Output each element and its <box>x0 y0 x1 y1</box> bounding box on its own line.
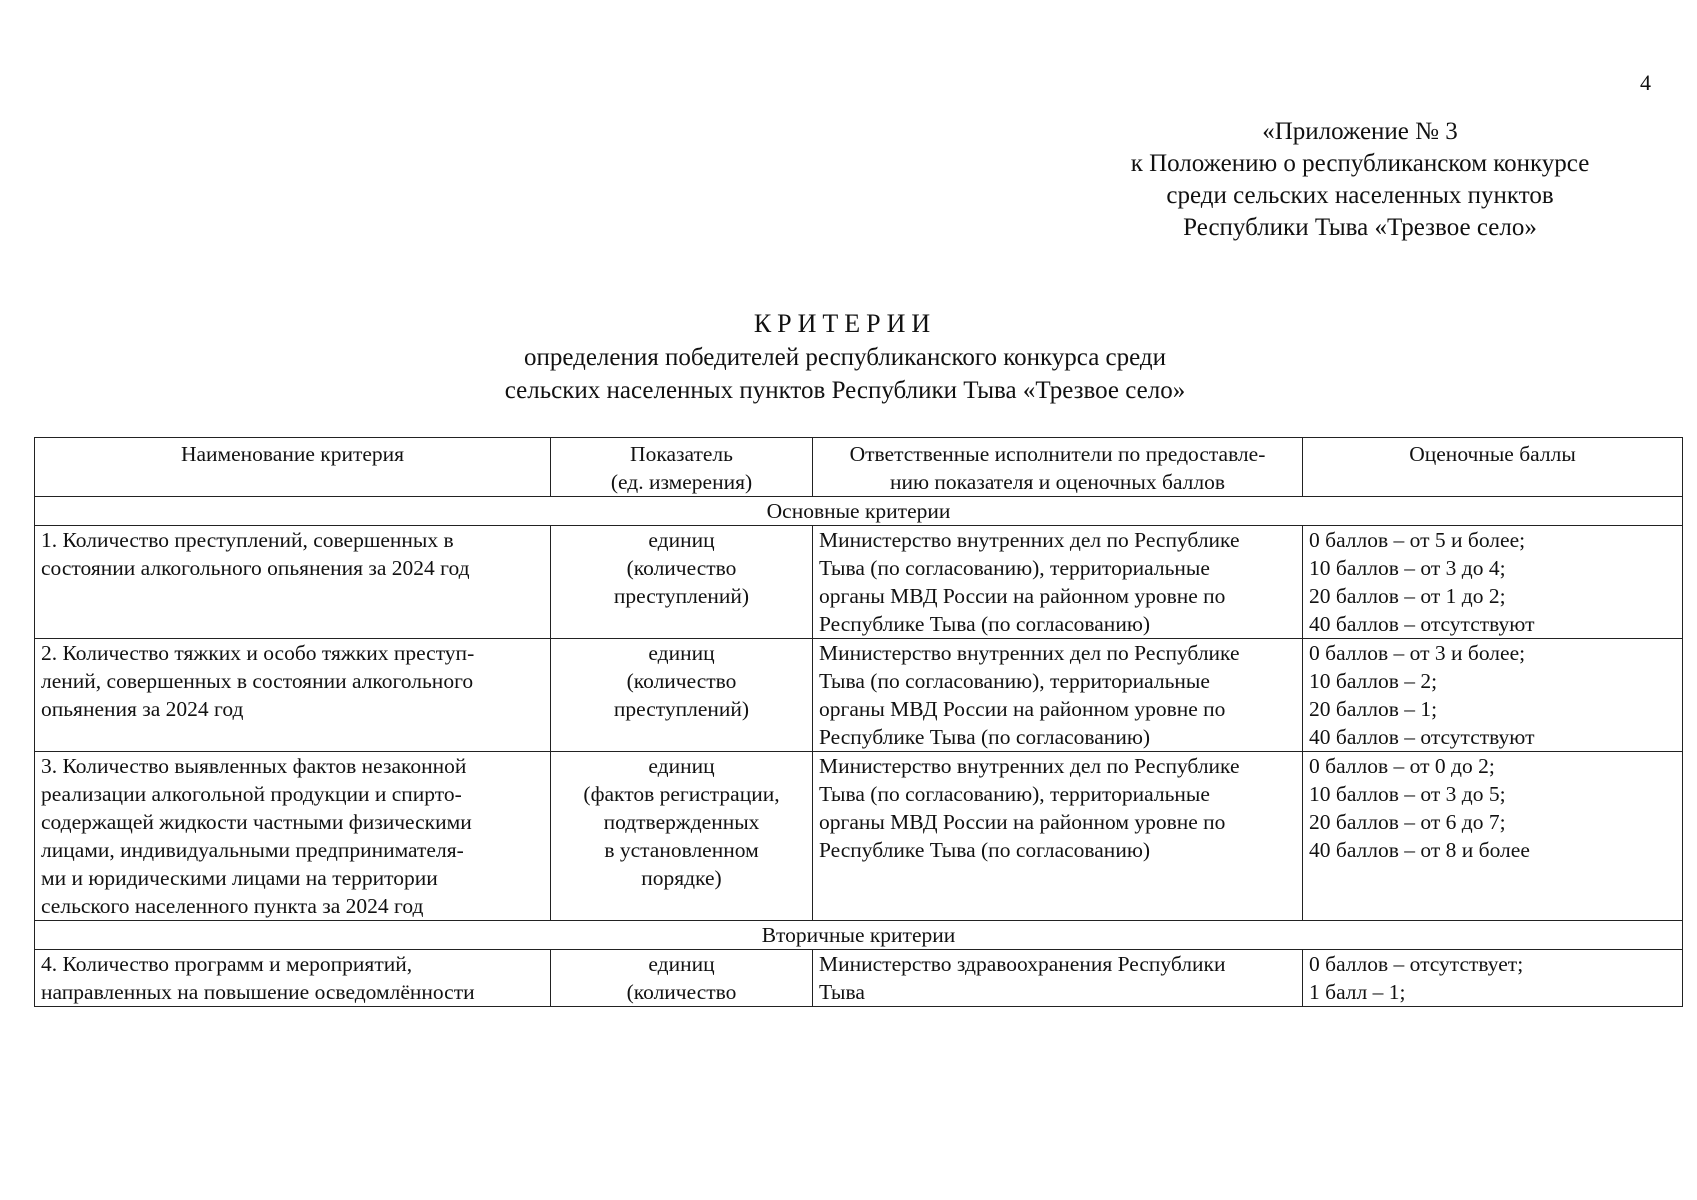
cell-line: 1 балл – 1; <box>1309 980 1406 1004</box>
cell-responsible <box>813 752 1303 921</box>
cell-line: преступлений) <box>613 697 750 721</box>
cell-line: 1. Количество преступлений, совершенных в <box>41 528 454 552</box>
cell-line: 10 баллов – от 3 до 5; <box>1309 782 1506 806</box>
cell-line: 0 баллов – отсутствует; <box>1309 952 1524 976</box>
cell-indicator <box>551 950 813 1007</box>
table-row <box>35 639 1683 752</box>
cell-line: Республике Тыва (по согласованию) <box>819 725 1151 749</box>
cell-line: 2. Количество тяжких и особо тяжких преступ- <box>41 641 475 665</box>
cell-indicator <box>551 639 813 752</box>
appendix-line: к Положению о республиканском конкурсе <box>1130 150 1590 177</box>
appendix-line: «Приложение № 3 <box>1262 118 1458 145</box>
cell-line: Министерство здравоохранения Республики <box>819 952 1226 976</box>
cell-line: направленных на повышение осведомлённости <box>41 980 475 1004</box>
cell-line: Тыва (по согласованию), территориальные <box>819 669 1210 693</box>
header-text: Ответственные исполнители по предоставле- <box>849 442 1266 466</box>
cell-line: 0 баллов – от 0 до 2; <box>1309 754 1495 778</box>
cell-line: 4. Количество программ и мероприятий, <box>41 952 413 976</box>
cell-line: подтвержденных <box>603 810 760 834</box>
cell-responsible <box>813 950 1303 1007</box>
cell-indicator <box>551 526 813 639</box>
cell-line: преступлений) <box>613 584 750 608</box>
cell-line: 10 баллов – от 3 до 4; <box>1309 556 1506 580</box>
cell-line: в установленном <box>604 838 759 862</box>
cell-responsible <box>813 526 1303 639</box>
cell-line: реализации алкогольной продукции и спирто- <box>41 782 462 806</box>
table-row <box>35 752 1683 921</box>
cell-line: содержащей жидкости частными физическими <box>41 810 472 834</box>
appendix-line: среди сельских населенных пунктов <box>1166 182 1554 209</box>
header-responsible <box>813 438 1303 497</box>
cell-line: 10 баллов – 2; <box>1309 669 1438 693</box>
cell-line: Республике Тыва (по согласованию) <box>819 612 1151 636</box>
cell-line: состоянии алкогольного опьянения за 2024 год <box>41 556 470 580</box>
cell-points <box>1303 526 1683 639</box>
page-number: 4 <box>1640 70 1651 95</box>
table-header-row <box>35 438 1683 497</box>
cell-line: Министерство внутренних дел по Республике <box>819 641 1240 665</box>
table-row <box>35 950 1683 1007</box>
cell-points <box>1303 752 1683 921</box>
cell-line: Тыва <box>819 980 865 1004</box>
document-title <box>35 307 1655 407</box>
cell-line: единиц <box>648 528 715 552</box>
cell-line: ми и юридическими лицами на территории <box>41 866 438 890</box>
cell-line: Тыва (по согласованию), территориальные <box>819 556 1210 580</box>
cell-line: Республике Тыва (по согласованию) <box>819 838 1151 862</box>
header-text: нию показателя и оценочных баллов <box>889 470 1226 494</box>
cell-line: лицами, индивидуальными предпринимателя- <box>41 838 464 862</box>
cell-line: единиц <box>648 641 715 665</box>
cell-line: 20 баллов – 1; <box>1309 697 1438 721</box>
cell-line: порядке) <box>641 866 722 890</box>
cell-criterion <box>35 526 551 639</box>
appendix-line: Республики Тыва «Трезвое село» <box>1183 214 1537 241</box>
title-subtitle-line: определения победителей республиканского конкурса среди <box>523 344 1167 371</box>
cell-line: 20 баллов – от 6 до 7; <box>1309 810 1506 834</box>
cell-line: Тыва (по согласованию), территориальные <box>819 782 1210 806</box>
header-text: Наименование критерия <box>180 442 405 466</box>
cell-line: единиц <box>648 952 715 976</box>
cell-line: 40 баллов – отсутствуют <box>1309 612 1535 636</box>
criteria-table <box>34 437 1683 1007</box>
cell-line: (фактов регистрации, <box>583 782 780 806</box>
title-main: КРИТЕРИИ <box>753 309 937 338</box>
header-criterion <box>35 438 551 497</box>
cell-line: 0 баллов – от 3 и более; <box>1309 641 1526 665</box>
header-text: Оценочные баллы <box>1409 442 1576 466</box>
cell-line: Министерство внутренних дел по Республике <box>819 528 1240 552</box>
cell-line: (количество <box>626 980 737 1004</box>
cell-line: единиц <box>648 754 715 778</box>
cell-line: (количество <box>626 669 737 693</box>
cell-line: органы МВД России на районном уровне по <box>819 697 1226 721</box>
cell-line: 40 баллов – отсутствуют <box>1309 725 1535 749</box>
header-indicator <box>551 438 813 497</box>
cell-line: опьянения за 2024 год <box>41 697 244 721</box>
cell-line: Министерство внутренних дел по Республике <box>819 754 1240 778</box>
header-points <box>1303 438 1683 497</box>
cell-line: 0 баллов – от 5 и более; <box>1309 528 1526 552</box>
cell-line: лений, совершенных в состоянии алкогольного <box>41 669 474 693</box>
section-row-main <box>35 497 1683 526</box>
title-subtitle-line: сельских населенных пунктов Республики Тыва «Трезвое село» <box>504 377 1186 404</box>
section-row-secondary <box>35 921 1683 950</box>
table-row <box>35 526 1683 639</box>
cell-responsible <box>813 639 1303 752</box>
cell-line: 20 баллов – от 1 до 2; <box>1309 584 1506 608</box>
cell-criterion <box>35 752 551 921</box>
cell-line: 40 баллов – от 8 и более <box>1309 838 1530 862</box>
cell-line: 3. Количество выявленных фактов незаконной <box>41 754 467 778</box>
cell-line: органы МВД России на районном уровне по <box>819 810 1226 834</box>
section-main-criteria: Основные критерии <box>35 497 1683 526</box>
cell-points <box>1303 950 1683 1007</box>
cell-line: (количество <box>626 556 737 580</box>
cell-criterion <box>35 639 551 752</box>
cell-indicator <box>551 752 813 921</box>
cell-line: органы МВД России на районном уровне по <box>819 584 1226 608</box>
header-text: (ед. измерения) <box>610 470 753 494</box>
appendix-heading <box>1080 116 1640 244</box>
cell-points <box>1303 639 1683 752</box>
cell-criterion <box>35 950 551 1007</box>
section-secondary-criteria: Вторичные критерии <box>35 921 1683 950</box>
cell-line: сельского населенного пункта за 2024 год <box>41 894 424 918</box>
header-text: Показатель <box>630 442 733 466</box>
